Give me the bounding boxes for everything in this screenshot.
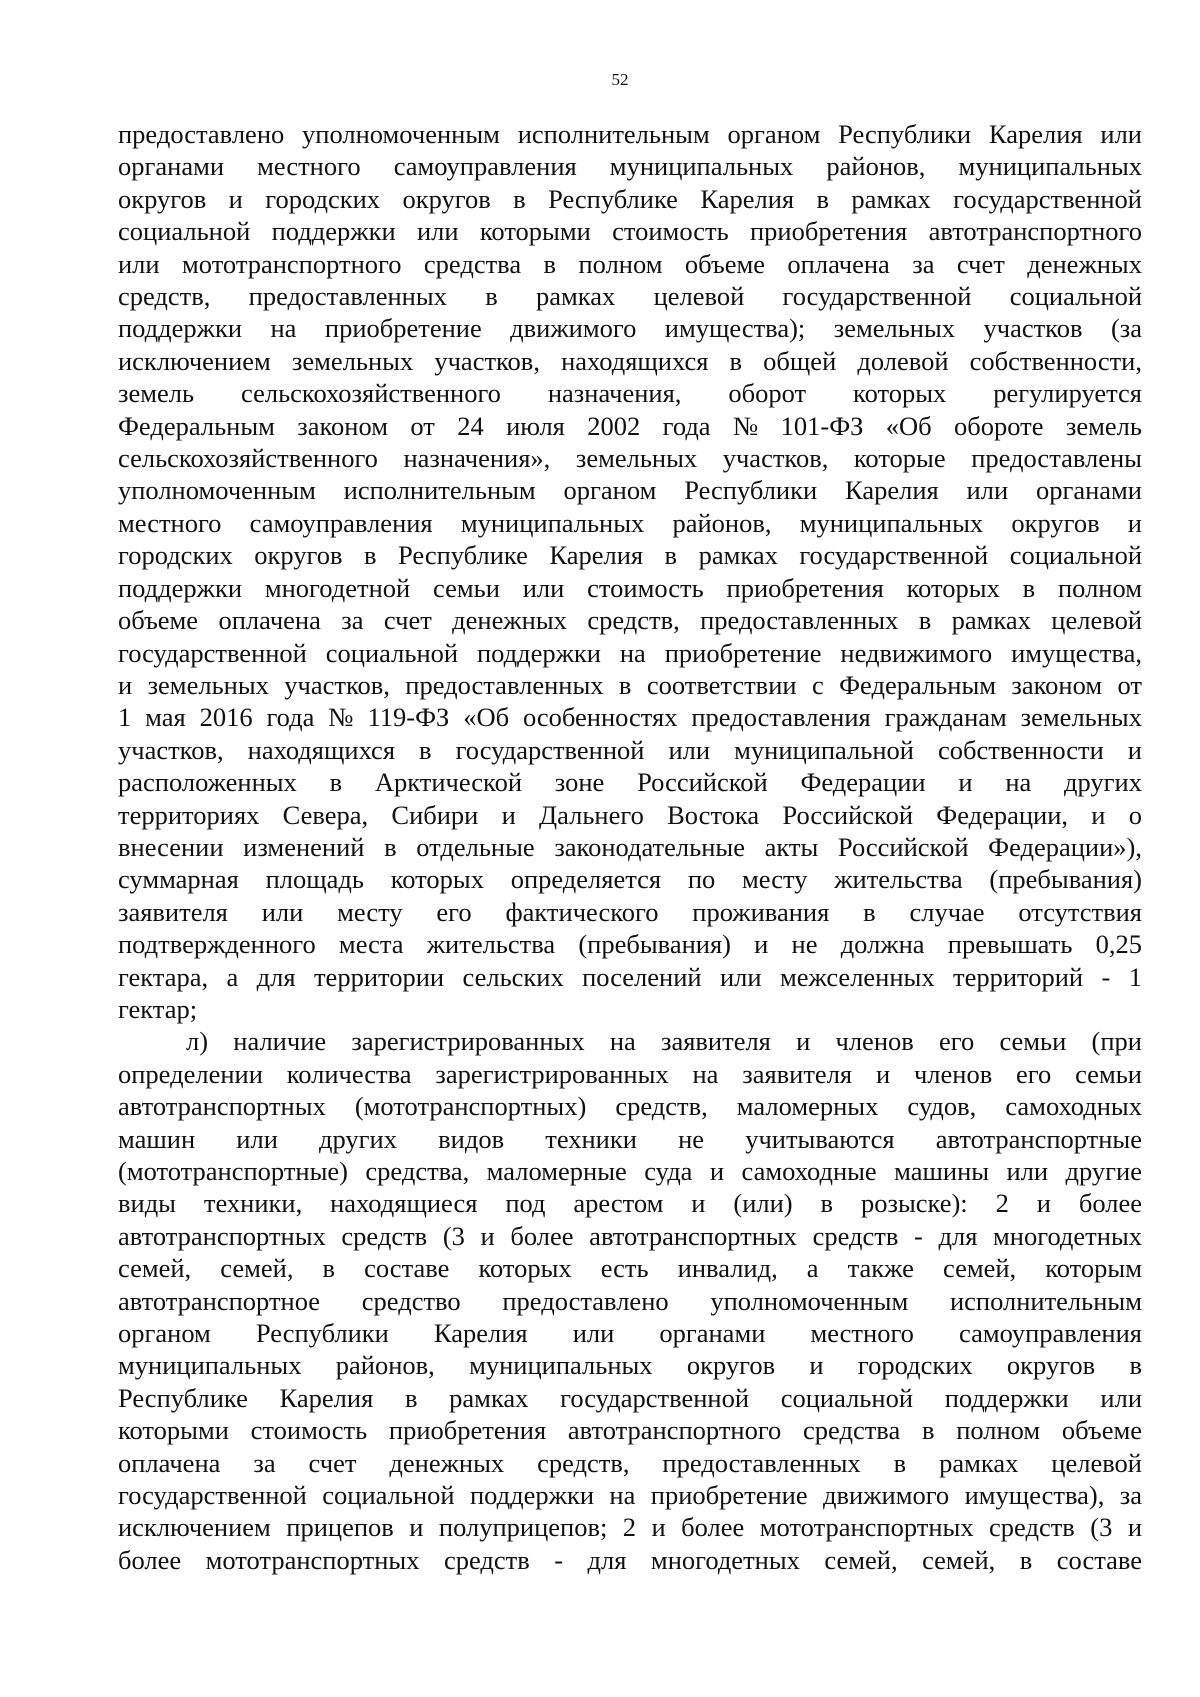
text-line: (мототранспортные) средства, маломерные суда и самоходные машины или другие [118, 1156, 1142, 1186]
text-line: земель сельскохозяйственного назначения, оборот которых регулируется [118, 378, 1142, 409]
page-number: 52 [611, 70, 629, 89]
text-line: социальной поддержки или которыми стоимость приобретения автотранспортного [118, 216, 1142, 247]
text-line: средств, предоставленных в рамках целевой государственной социальной [118, 281, 1142, 312]
text-line: муниципальных районов, муниципальных округов и городских округов в [118, 1350, 1142, 1381]
text-line: расположенных в Арктической зоне Российской Федерации и на других [118, 767, 1142, 798]
text-line: органом Республики Карелия или органами местного самоуправления [118, 1318, 1142, 1349]
text-line: государственной социальной поддержки на приобретение недвижимого имущества, [118, 637, 1142, 668]
text-line: городских округов в Республике Карелия в рамках государственной социальной [118, 540, 1142, 571]
text-line: заявителя или месту его фактического проживания в случае отсутствия [118, 896, 1142, 927]
text-line: Федеральным законом от 24 июля 2002 года № 101-ФЗ «Об обороте земель [118, 410, 1142, 441]
text-line: суммарная площадь которых определяется по месту жительства (пребывания) [118, 864, 1142, 895]
text-line: л) наличие зарегистрированных на заявителя и членов его семьи (при [186, 1026, 1142, 1057]
text-line: виды техники, находящиеся под арестом и (или) в розыске): 2 и более [118, 1188, 1142, 1219]
text-line: уполномоченным исполнительным органом Республики Карелия или органами [118, 475, 1142, 506]
text-line: исключением земельных участков, находящихся в общей долевой собственности, [118, 345, 1142, 376]
text-line: объеме оплачена за счет денежных средств, предоставленных в рамках целевой [118, 605, 1142, 636]
text-line: и земельных участков, предоставленных в соответствии с Федеральным законом от [118, 669, 1142, 700]
text-line: подтвержденного места жительства (пребывания) и не должна превышать 0,25 [118, 929, 1142, 960]
text-line: автотранспортное средство предоставлено уполномоченным исполнительным [118, 1285, 1142, 1316]
text-line: территориях Севера, Сибири и Дальнего Востока Российской Федерации, и о [118, 799, 1142, 830]
text-line: поддержки многодетной семьи или стоимость приобретения которых в полном [118, 572, 1142, 603]
text-line: 1 мая 2016 года № 119-ФЗ «Об особенностях предоставления гражданам земельных [118, 702, 1142, 733]
paragraph-land-plots [118, 118, 1142, 1025]
text-line: сельскохозяйственного назначения», земельных участков, которые предоставлены [118, 443, 1142, 474]
text-line: органами местного самоуправления муниципальных районов, муниципальных [118, 151, 1142, 182]
text-line: государственной социальной поддержки на приобретение движимого имущества), за [118, 1480, 1142, 1511]
text-line: машин или других видов техники не учитываются автотранспортные [118, 1123, 1142, 1154]
text-line: семей, семей, в составе которых есть инвалид, а также семей, которым [118, 1253, 1142, 1284]
text-line: или мототранспортного средства в полном объеме оплачена за счет денежных [118, 248, 1142, 279]
text-line: Республике Карелия в рамках государственной социальной поддержки или [118, 1382, 1142, 1413]
text-line: участков, находящихся в государственной или муниципальной собственности и [118, 734, 1142, 765]
text-line: местного самоуправления муниципальных районов, муниципальных округов и [118, 507, 1142, 538]
text-line: которыми стоимость приобретения автотранспортного средства в полном объеме [118, 1415, 1142, 1446]
document-body [118, 118, 1142, 1576]
text-line: автотранспортных (мототранспортных) средств, маломерных судов, самоходных [118, 1091, 1142, 1122]
text-line: предоставлено уполномоченным исполнительным органом Республики Карелия или [118, 119, 1142, 149]
text-line: округов и городских округов в Республике Карелия в рамках государственной [118, 183, 1142, 214]
text-line: более мототранспортных средств - для многодетных семей, семей, в составе [118, 1544, 1142, 1575]
text-line: гектара, а для территории сельских поселений или межселенных территорий - 1 [118, 961, 1142, 992]
text-line: определении количества зарегистрированных на заявителя и членов его семьи [118, 1058, 1142, 1089]
text-line: поддержки на приобретение движимого имущества); земельных участков (за [118, 313, 1142, 344]
paragraph-item-l [118, 1025, 1142, 1576]
text-line: автотранспортных средств (3 и более автотранспортных средств - для многодетных [118, 1220, 1142, 1251]
text-line: исключением прицепов и полуприцепов; 2 и более мототранспортных средств (3 и [118, 1512, 1142, 1543]
text-line: оплачена за счет денежных средств, предоставленных в рамках целевой [118, 1447, 1142, 1478]
text-line: гектар; [118, 993, 198, 1024]
text-line: внесении изменений в отдельные законодательные акты Российской Федерации»), [118, 831, 1142, 862]
